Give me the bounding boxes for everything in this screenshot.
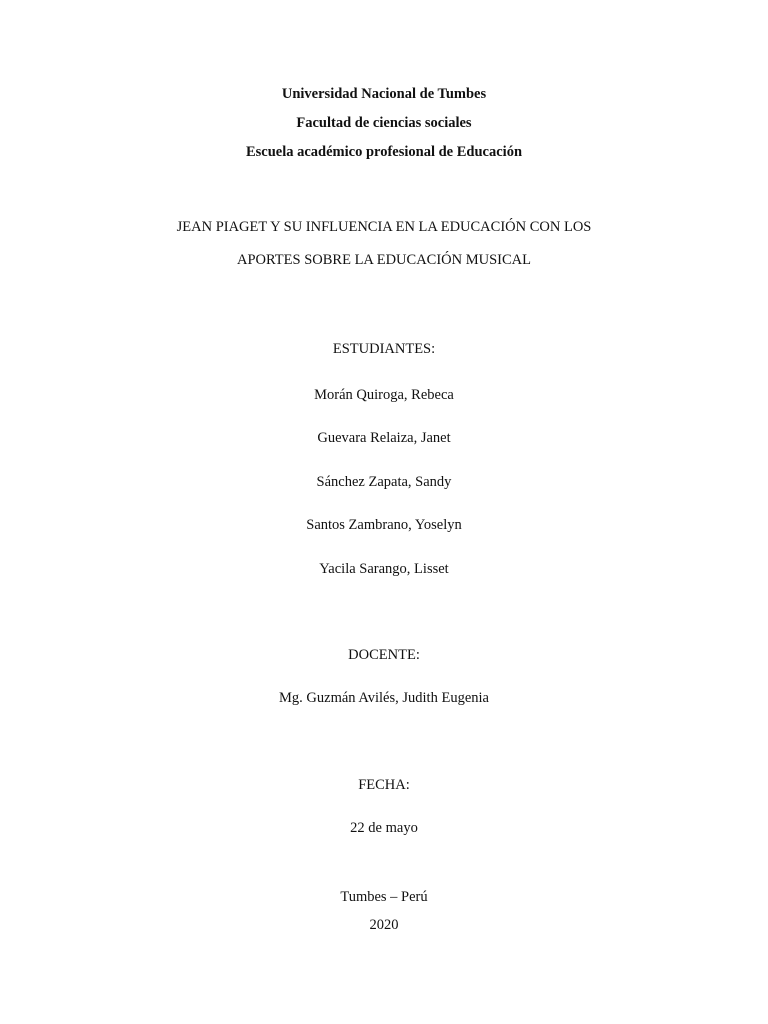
student-name: Guevara Relaiza, Janet [317, 430, 451, 446]
university-name: Universidad Nacional de Tumbes [281, 86, 487, 102]
faculty-name: Facultad de ciencias sociales [296, 115, 472, 131]
teacher-name: Mg. Guzmán Avilés, Judith Eugenia [279, 690, 489, 706]
student-name: Morán Quiroga, Rebeca [314, 387, 454, 403]
thesis-title-line-2: APORTES SOBRE LA EDUCACIÓN MUSICAL [237, 252, 531, 268]
student-name: Sánchez Zapata, Sandy [316, 474, 452, 490]
students-heading: ESTUDIANTES: [332, 341, 436, 357]
date-value: 22 de mayo [350, 820, 418, 836]
thesis-title-line-1: JEAN PIAGET Y SU INFLUENCIA EN LA EDUCACIÓN CON LOS [176, 219, 592, 235]
place-line: Tumbes – Perú [340, 889, 428, 905]
student-name: Santos Zambrano, Yoselyn [306, 517, 462, 533]
teacher-heading: DOCENTE: [348, 647, 420, 663]
date-heading: FECHA: [358, 777, 410, 793]
year-line: 2020 [369, 917, 399, 933]
student-name: Yacila Sarango, Lisset [319, 561, 449, 577]
school-name: Escuela académico profesional de Educación [245, 144, 523, 160]
